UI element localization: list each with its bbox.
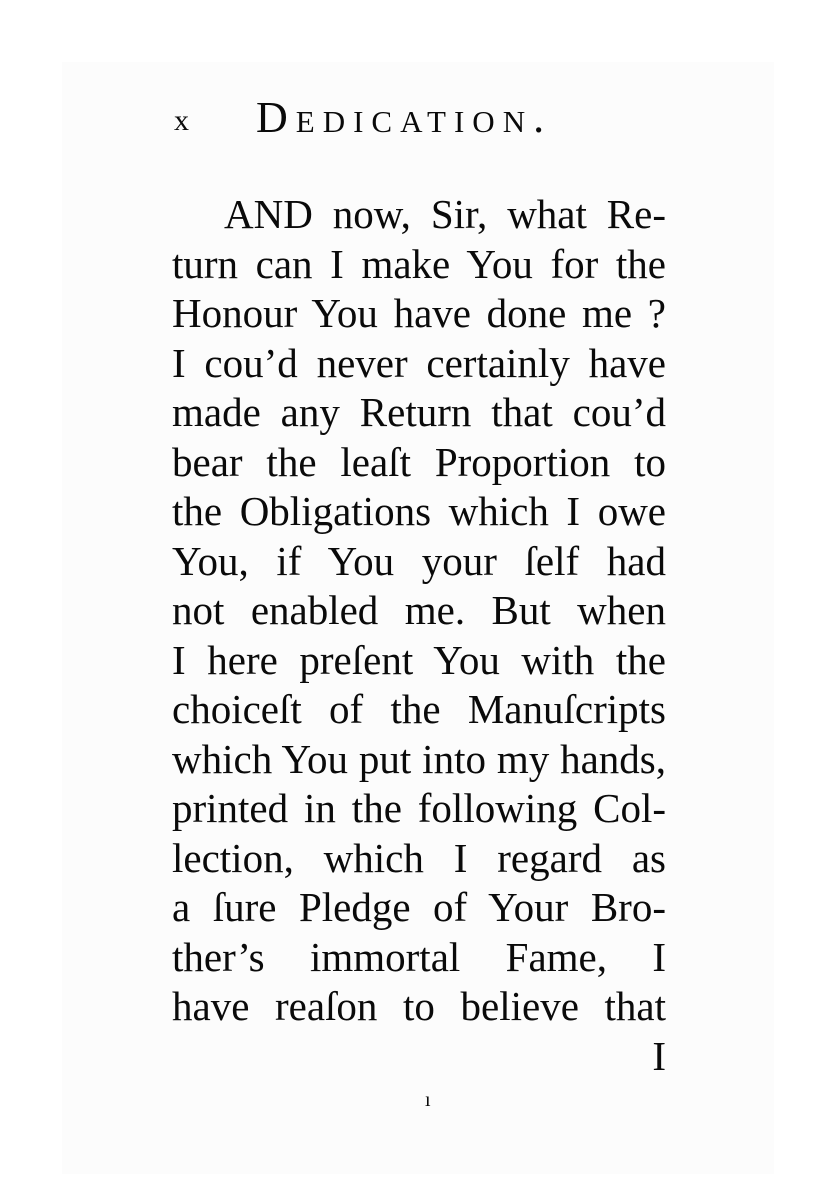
text-line: the Obligations which I owe xyxy=(172,488,666,534)
dedication-text xyxy=(172,190,666,1032)
text-line: I here preſent You with the xyxy=(172,636,666,683)
catchword: I xyxy=(652,1033,666,1079)
text-line: made any Return that cou’d xyxy=(172,389,666,435)
text-line: have reaſon to believe that xyxy=(172,983,666,1029)
text-line: which You put into my hands, xyxy=(172,735,666,782)
text-line: Honour You have done me ? xyxy=(172,290,666,336)
text-line: choiceſt of the Manuſcripts xyxy=(172,686,666,732)
signature-mark: ı xyxy=(425,1089,431,1111)
text-line: turn can I make You for the xyxy=(172,240,666,287)
text-line: AND now, Sir, what Re- xyxy=(224,191,666,237)
text-line: I cou’d never certainly have xyxy=(172,339,666,386)
page-number: x xyxy=(174,104,189,137)
text-line: a ſure Pledge of Your Bro- xyxy=(172,884,666,930)
text-line: not enabled me. But when xyxy=(172,587,666,633)
text-line: bear the leaſt Proportion to xyxy=(172,438,666,485)
text-line: You, if You your ſelf had xyxy=(172,537,666,584)
text-line: lection, which I regard as xyxy=(172,834,666,881)
running-title: Dedication. xyxy=(256,93,553,142)
text-line: ther’s immortal Fame, I xyxy=(172,933,666,980)
text-line: printed in the following Col- xyxy=(172,785,666,831)
